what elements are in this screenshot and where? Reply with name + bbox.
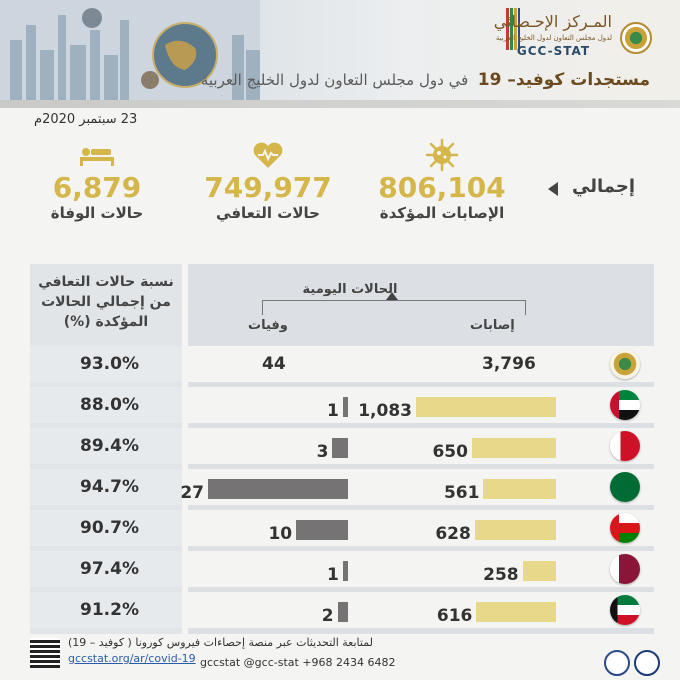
org-name-arabic: المـركز الإحـصائي: [493, 12, 612, 31]
bed-icon: [78, 142, 116, 168]
qr-code-icon[interactable]: [30, 638, 60, 668]
stat-recovered: [198, 138, 338, 222]
recovery-rate-label: 88.0%: [80, 395, 139, 415]
deaths-label: 44: [262, 354, 286, 374]
gcc-seal-icon: [620, 22, 652, 54]
flag-bahrain-icon: [610, 431, 640, 461]
stat-confirmed: [372, 138, 512, 222]
deaths-label: 1: [326, 565, 339, 585]
infections-label: 258: [483, 565, 519, 585]
recovery-rate-label: 94.7%: [80, 477, 139, 497]
recovered-value: 749,977: [204, 171, 332, 204]
deaths-bar: [296, 520, 348, 540]
infections-label: 650: [432, 442, 468, 462]
deaths-label: 1: [326, 401, 339, 421]
infections-label: 561: [443, 483, 480, 503]
totals-arrow-icon: [548, 182, 558, 196]
partner-logo-2-icon: [634, 650, 660, 676]
flag-uae-icon: [610, 390, 640, 420]
infections-label: 628: [435, 524, 471, 544]
virus-icon: [425, 138, 459, 172]
table-row: [30, 551, 654, 587]
banner-title: [201, 70, 650, 90]
title-sub: في دول مجلس التعاون لدول الخليج العربية: [200, 71, 469, 89]
deaths-bar: [343, 397, 348, 417]
infections-bar: [523, 561, 556, 581]
footer-link[interactable]: gccstat.org/ar/covid-19: [68, 652, 196, 665]
infections-bar: [483, 479, 556, 499]
header-deaths: وفيات: [248, 318, 288, 333]
header-recovery-rate: نسبة حالات التعافي من إجمالي الحالات المؤكدة (%): [38, 274, 174, 330]
partner-logo-icon: [604, 650, 630, 676]
table-row: [30, 469, 654, 505]
recovery-rate-label: 90.7%: [80, 518, 139, 538]
infections-bar: [416, 397, 556, 417]
flag-oman-icon: [610, 513, 640, 543]
deaths-bar: [332, 438, 348, 458]
recovery-rate-label: 93.0%: [80, 354, 139, 374]
deaths-label: 2: [321, 606, 334, 626]
recovered-label: حالات التعافي: [216, 204, 320, 222]
heart-pulse-icon: [251, 140, 285, 170]
org-subtitle: لدول مجلس التعاون لدول الخليج العربية: [495, 34, 612, 42]
recovery-rate-label: 89.4%: [80, 436, 139, 456]
infections-bar: [476, 602, 556, 622]
flag-gcc-icon: [610, 349, 640, 379]
confirmed-value: 806,104: [378, 171, 506, 204]
infections-bar: [472, 438, 556, 458]
footer-contacts: gccstat @gcc-stat +968 2434 6482: [200, 656, 396, 669]
deaths-label: حالات الوفاة: [50, 204, 144, 222]
infections-label: 3,796: [482, 354, 536, 374]
deaths-bar: [343, 561, 348, 581]
deaths-bar: [208, 479, 348, 499]
report-date: 23 سبتمبر 2020م: [34, 112, 138, 127]
stat-deaths: [32, 138, 162, 222]
header-infections: إصابات: [470, 318, 515, 333]
confirmed-label: الإصابات المؤكدة: [379, 204, 505, 222]
table-row: [30, 592, 654, 628]
header-arrow-icon: [386, 292, 398, 300]
infections-label: 1,083: [358, 401, 412, 421]
deaths-label: 27: [180, 483, 204, 503]
deaths-label: 10: [268, 524, 293, 544]
header-banner: [0, 0, 680, 100]
totals-label: إجمالي: [572, 176, 635, 197]
footer-text: لمتابعة التحديثات عبر منصة إحصاءات فيروس كورونا ( كوفيد – 19): [68, 636, 373, 649]
deaths-label: 3: [316, 442, 329, 462]
flag-kuwait-icon: [610, 595, 640, 625]
recovery-rate-label: 91.2%: [80, 600, 139, 620]
table-row: [30, 387, 654, 423]
table-row: [30, 428, 654, 464]
header-bracket: [262, 300, 526, 315]
recovery-rate-label: 97.4%: [80, 559, 139, 579]
table-row: [30, 510, 654, 546]
infections-bar: [475, 520, 556, 540]
infections-label: 616: [436, 606, 473, 626]
org-name-english: GCC-STAT: [516, 44, 590, 58]
header-daily-cases: الحالات اليومية: [302, 282, 398, 297]
deaths-bar: [338, 602, 348, 622]
banner-divider: [0, 100, 680, 108]
title-main: مستجدات كوفيد– 19: [477, 70, 650, 90]
flag-saudi-arabia-icon: [610, 472, 640, 502]
deaths-value: 6,879: [52, 171, 142, 204]
flag-qatar-icon: [610, 554, 640, 584]
table-row: [30, 346, 654, 382]
